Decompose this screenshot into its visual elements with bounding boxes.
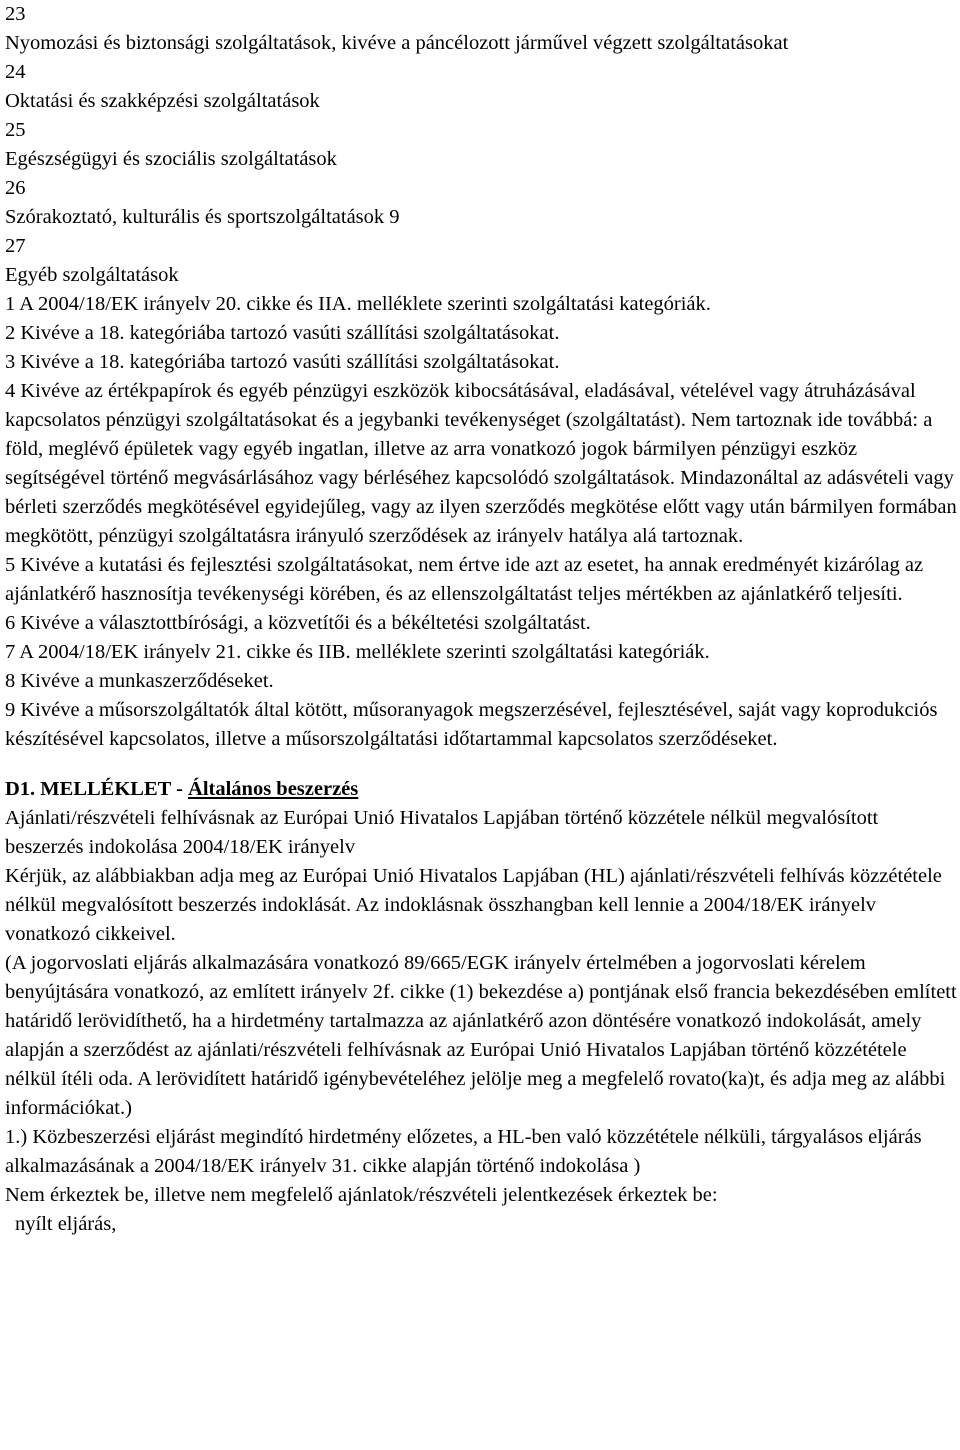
- category-number: 24: [5, 61, 26, 83]
- annex-heading-prefix: D1. MELLÉKLET -: [5, 778, 189, 800]
- service-category-list: [5, 0, 960, 290]
- footnotes: [5, 290, 960, 754]
- footnote-2: 2 Kivéve a 18. kategóriába tartozó vasúti szállítási szolgáltatásokat.: [5, 322, 560, 344]
- annex-paragraph: 1.) Közbeszerzési eljárást megindító hirdetmény előzetes, a HL-ben való közzététele nélküli, tárgyalásos eljárás alkalmazásának a 2004/18/EK irányelv 31. cikke alapján történő indokolása ): [5, 1126, 922, 1177]
- footnote-4: 4 Kivéve az értékpapírok és egyéb pénzügyi eszközök kibocsátásával, eladásával, vételével vagy átruházásával kapcsolatos pénzügyi szolgáltatásokat és a jegybanki tevékenységet (szolgáltatást). Nem tartoznak ide továbbá: a föld, meglévő épületek vagy egyéb ingatlan, illetve az arra vonatkozó jogok bármilyen pénzügyi eszköz segítségével történő megvásárlásához vagy bérléséhez kapcsolódó szolgáltatások. Mindazonáltal az adásvételi vagy bérleti szerződés megkötésével egyidejűleg, vagy az ilyen szerződés megkötése előtt vagy után bármilyen formában megkötött, pénzügyi szolgáltatásra irányuló szerződések az irányelv hatálya alá tartoznak.: [5, 380, 957, 547]
- category-text: Nyomozási és biztonsági szolgáltatások, kivéve a páncélozott járművel végzett szolgáltatásokat: [5, 32, 789, 54]
- annex-heading-title: Általános beszerzés: [188, 778, 359, 800]
- annex-heading: [5, 775, 960, 804]
- annex-paragraph: Nem érkeztek be, illetve nem megfelelő ajánlatok/részvételi jelentkezések érkeztek be:: [5, 1184, 718, 1206]
- category-number: 26: [5, 177, 26, 199]
- category-number: 23: [5, 3, 26, 25]
- footnote-9: 9 Kivéve a műsorszolgáltatók által kötött, műsoranyagok megszerzésével, fejlesztésével, saját vagy koprodukciós készítésével kapcsolatos, illetve a műsorszolgáltatási időtartammal kapcsolatos szerződéseket.: [5, 699, 938, 750]
- annex-paragraph: Kérjük, az alábbiakban adja meg az Európai Unió Hivatalos Lapjában (HL) ajánlati/részvételi felhívás közzététele nélkül megvalósított beszerzés indoklását. Az indoklásnak összhangban kell lennie a 2004/18/EK irányelv vonatkozó cikkeivel.: [5, 865, 942, 945]
- category-text: Egyéb szolgáltatások: [5, 264, 179, 286]
- category-text: Szórakoztató, kulturális és sportszolgáltatások 9: [5, 206, 400, 228]
- category-number: 25: [5, 119, 26, 141]
- category-text: Oktatási és szakképzési szolgáltatások: [5, 90, 320, 112]
- footnote-5: 5 Kivéve a kutatási és fejlesztési szolgáltatásokat, nem értve ide azt az esetet, ha annak eredményét kizárólag az ajánlatkérő hasznosítja tevékenységi körében, és az ellenszolgáltatást teljes mértékben az ajánlatkérő teljesíti.: [5, 554, 924, 605]
- category-number: 27: [5, 235, 26, 257]
- footnote-8: 8 Kivéve a munkaszerződéseket.: [5, 670, 274, 692]
- footnote-3: 3 Kivéve a 18. kategóriába tartozó vasúti szállítási szolgáltatásokat.: [5, 351, 560, 373]
- footnote-6: 6 Kivéve a választottbírósági, a közvetítői és a békéltetési szolgáltatást.: [5, 612, 591, 634]
- annex-option-item: nyílt eljárás,: [15, 1213, 117, 1235]
- footnote-1: 1 A 2004/18/EK irányelv 20. cikke és IIA. melléklete szerinti szolgáltatási kategóriák.: [5, 293, 711, 315]
- annex-paragraph: (A jogorvoslati eljárás alkalmazására vonatkozó 89/665/EGK irányelv értelmében a jogorvoslati kérelem benyújtására vonatkozó, az említett irányelv 2f. cikke (1) bekezdése a) pontjának első francia bekezdésében említett határidő lerövidíthető, ha a hirdetmény tartalmazza az ajánlatkérő azon döntésére vonatkozó indokolását, amely alapján a szerződést az ajánlati/részvételi felhívásnak az Európai Unió Hivatalos Lapjában történő közzététele nélkül ítéli oda. A lerövidített határidő igénybevételéhez jelölje meg a megfelelő rovato(ka)t, és adja meg az alábbi információkat.): [5, 952, 957, 1119]
- annex-section: [5, 775, 960, 1239]
- category-text: Egészségügyi és szociális szolgáltatások: [5, 148, 337, 170]
- annex-paragraph: Ajánlati/részvételi felhívásnak az Európai Unió Hivatalos Lapjában történő közzétele nélkül megvalósított beszerzés indokolása 2004/18/EK irányelv: [5, 807, 879, 858]
- footnote-7: 7 A 2004/18/EK irányelv 21. cikke és IIB. melléklete szerinti szolgáltatási kategóriák.: [5, 641, 710, 663]
